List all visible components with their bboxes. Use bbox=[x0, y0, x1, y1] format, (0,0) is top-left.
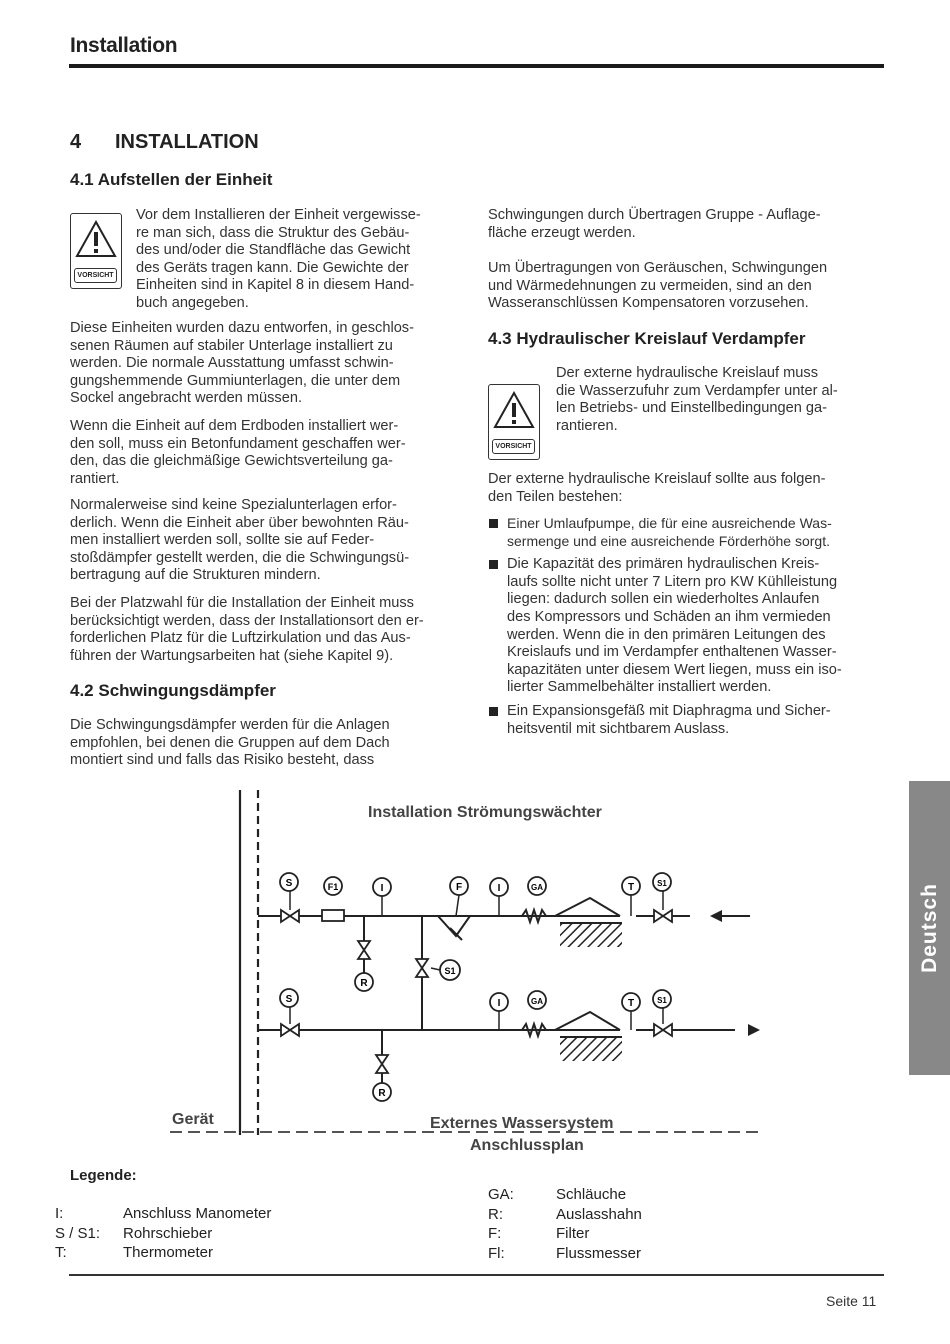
legend-right bbox=[488, 1185, 642, 1263]
symbol-f: F bbox=[455, 882, 463, 893]
legend-item: R: Auslasshahn bbox=[488, 1205, 642, 1223]
paragraph-4-2-continued: Schwingungen durch Übertragen Gruppe - Auflage- fläche erzeugt werden. bbox=[488, 207, 821, 241]
symbol-ga-upper: GA bbox=[531, 883, 543, 892]
symbol-s1-lower: S1 bbox=[657, 996, 667, 1005]
symbol-r-lower: R bbox=[378, 1088, 386, 1099]
symbol-r-upper: R bbox=[360, 978, 368, 989]
list-item: Die Kapazität des primären hydraulischen Kreis- laufs sollte nicht unter 7 Litern pro KW Kühlleistung liegen: dadurch sollen ein wiederholtes Anlaufen des Kompressors und Schäden an ihm vermieden werden. Wenn die in den primären Leitungen des Kreislaufs und im Verdampfer enthaltenen Wasser- kapazitäten unter diesem Wert liegen, muss ein iso- lierter Sammelbehälter installiert werden. bbox=[488, 556, 888, 697]
symbol-i-lower: I bbox=[497, 998, 501, 1009]
warning-sign-4-1 bbox=[70, 213, 122, 289]
symbol-i-upper-2: I bbox=[497, 883, 501, 894]
paragraph-4-1-d: Bei der Platzwahl für die Installation der Einheit muss berücksichtigt werden, dass der Installationsort den er- forderlichen Platz für die Luftzirkulation und das Aus- führen der Wartungsarbeiten hat (siehe Kapitel 9). bbox=[70, 595, 424, 664]
paragraph-4-3-intro: Der externe hydraulische Kreislauf sollte aus folgen- den Teilen bestehen: bbox=[488, 471, 826, 505]
symbol-t-lower: T bbox=[627, 998, 635, 1009]
legend-item: S / S1: Rohrschieber bbox=[55, 1224, 213, 1242]
bullet-list-4-3 bbox=[488, 515, 888, 738]
warning-label: VORSICHT bbox=[492, 439, 535, 454]
language-side-tab bbox=[909, 781, 950, 1075]
warning-label: VORSICHT bbox=[74, 268, 117, 283]
paragraph-4-1-b: Wenn die Einheit auf dem Erdboden installiert wer- den soll, muss ein Betonfundament geschaffen wer- den, das die gleichmäßige Gewichtsverteilung ga- rantiert. bbox=[70, 418, 406, 487]
list-item: Einer Umlaufpumpe, die für eine ausreichende Was- sermenge und eine ausreichende Förderhöhe sorgt. bbox=[488, 515, 888, 550]
legend-item: I: Anschluss Manometer bbox=[55, 1205, 272, 1222]
symbol-ga-lower: GA bbox=[531, 997, 543, 1006]
language-tab-label: Deutsch bbox=[917, 883, 941, 973]
section-number: 4 bbox=[70, 131, 82, 153]
paragraph-4-1-a: Diese Einheiten wurden dazu entworfen, in geschlos- senen Räumen auf stabiler Unterlage installiert zu werden. Die normale Ausstattung umfasst schwin- gungshemmende Gummiunterlagen, die unter dem Sockel angebracht werden müssen. bbox=[70, 320, 414, 407]
warning-triangle-icon bbox=[493, 391, 535, 429]
symbol-s-upper: S bbox=[285, 878, 293, 889]
diagram-title: Installation Strömungswächter bbox=[368, 804, 602, 821]
header-rule bbox=[69, 64, 884, 68]
warning-text-4-3: Der externe hydraulische Kreislauf muss die Wasserzufuhr zum Verdampfer unter al- len Betriebs- und Einstellbedingungen ga- rantieren. bbox=[556, 365, 838, 434]
section-title: INSTALLATION bbox=[115, 131, 259, 153]
warning-sign-4-3 bbox=[488, 384, 540, 460]
symbol-s-lower: S bbox=[285, 994, 293, 1005]
legend-item: T: Thermometer bbox=[55, 1244, 214, 1261]
legend-item: F: Filter bbox=[488, 1225, 590, 1242]
legend-title: Legende: bbox=[70, 1167, 137, 1184]
warning-triangle-icon bbox=[75, 220, 117, 258]
legend-item: GA: Schläuche bbox=[488, 1186, 627, 1203]
diagram-label-plan: Anschlussplan bbox=[470, 1137, 584, 1154]
heading-4-2: 4.2 Schwingungsdämpfer bbox=[70, 681, 276, 700]
symbol-i-upper: I bbox=[380, 883, 384, 894]
paragraph-4-2-a: Die Schwingungsdämpfer werden für die Anlagen empfohlen, bei denen die Gruppen auf dem Dach montiert sind und falls das Risiko besteht, dass bbox=[70, 717, 390, 769]
warning-text-4-1: Vor dem Installieren der Einheit vergewisse- re man sich, dass die Struktur des Gebäu- des und/oder die Standfläche das Gewicht des Geräts tragen kann. Die Gewichte der Einheiten sind in Kapitel 8 in diesem Hand- buch angegeben. bbox=[136, 207, 421, 311]
symbol-s1-upper: S1 bbox=[657, 879, 667, 888]
legend-item: Fl: Flussmesser bbox=[488, 1244, 642, 1262]
legend-left bbox=[55, 1204, 271, 1263]
paragraph-4-2-b: Um Übertragungen von Geräuschen, Schwingungen und Wärmedehnungen zu vermeiden, sind an den Wasseranschlüssen Kompensatoren vorzusehen. bbox=[488, 260, 828, 312]
symbol-f1: F1 bbox=[327, 882, 339, 892]
page-header-title: Installation bbox=[70, 34, 178, 57]
paragraph-4-1-c: Normalerweise sind keine Spezialunterlagen erfor- derlich. Wenn die Einheit aber über bewohnten Räu- men installiert werden soll, sollte sie auf Feder- stoßdämpfer gestellt werden, die die Schwingungsü- bertragung auf die Strukturen mindern. bbox=[70, 497, 410, 584]
hydraulic-connection-diagram bbox=[150, 790, 770, 1160]
diagram-label-external-system: Externes Wassersystem bbox=[430, 1115, 614, 1132]
heading-4-1: 4.1 Aufstellen der Einheit bbox=[70, 170, 273, 189]
footer-rule bbox=[69, 1274, 884, 1276]
symbol-s1-bypass: S1 bbox=[444, 966, 456, 976]
heading-4-3: 4.3 Hydraulischer Kreislauf Verdampfer bbox=[488, 329, 806, 348]
symbol-t-upper: T bbox=[627, 882, 635, 893]
diagram-label-unit: Gerät bbox=[172, 1111, 214, 1128]
page-number: Seite 11 bbox=[826, 1293, 877, 1309]
list-item: Ein Expansionsgefäß mit Diaphragma und Sicher- heitsventil mit sichtbarem Auslass. bbox=[488, 703, 888, 738]
